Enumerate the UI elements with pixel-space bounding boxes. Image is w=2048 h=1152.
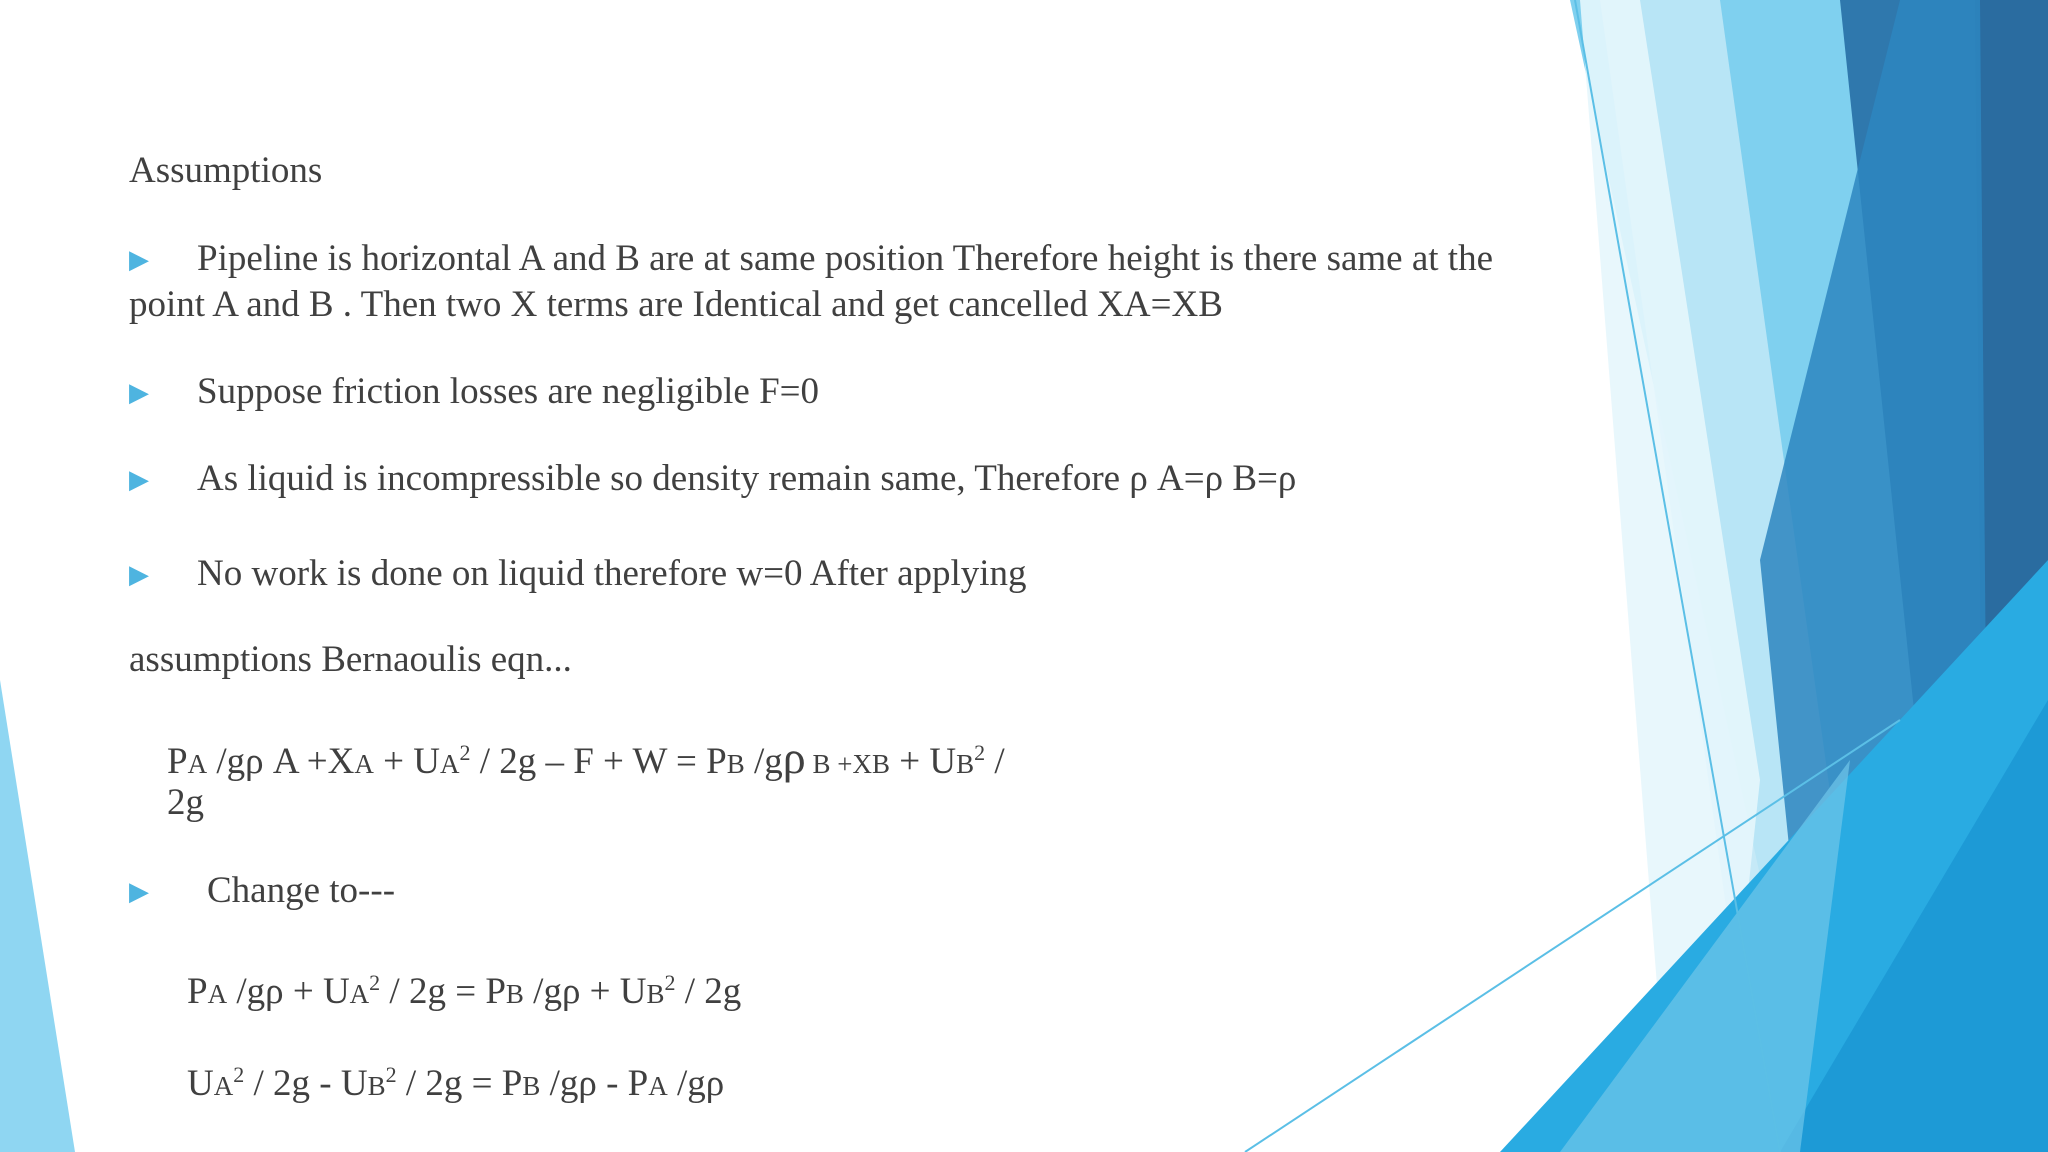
bullet-1-line-1: ▶ Pipeline is horizontal A and B are at same position Therefore height is there same at the xyxy=(129,236,1493,283)
bullet-3: ▶ As liquid is incompressible so density remain same, Therefore ρ A=ρ B=ρ xyxy=(129,456,1296,503)
bullet-1-line-2: point A and B . Then two X terms are Identical and get cancelled XA=XB xyxy=(129,284,1223,325)
bullet-4: ▶ No work is done on liquid therefore w=0 After applying xyxy=(129,551,1027,598)
triangle-right-icon: ▶ xyxy=(129,378,149,407)
continuation-text: assumptions Bernaoulis eqn... xyxy=(129,639,572,680)
equation-3: $UA^2 / 2g - UB^2 / 2g$ = PB /gρ - PA /gρ xyxy=(187,1062,725,1104)
triangle-right-icon: ▶ xyxy=(129,245,149,274)
triangle-right-icon: ▶ xyxy=(129,877,149,906)
bullet-5: ▶ Change to--- xyxy=(129,868,395,915)
bullet-2: ▶ Suppose friction losses are negligible F=0 xyxy=(129,369,819,416)
triangle-right-icon: ▶ xyxy=(129,560,149,589)
equation-1-line-2: 2g xyxy=(167,782,204,823)
equation-2: PA $/g\rho + UA^2 / 2g$ = PB $/g\rho + UB^2 / 2g$ xyxy=(187,970,742,1012)
equation-1: PA /gρ $A +XA + UA^2 / 2g - F + W$ = PB /gρ $B +XB + UB^2$ / xyxy=(167,732,1005,783)
left-edge-shape xyxy=(0,680,75,1152)
triangle-right-icon: ▶ xyxy=(129,465,149,494)
slide-heading: Assumptions xyxy=(129,150,323,191)
